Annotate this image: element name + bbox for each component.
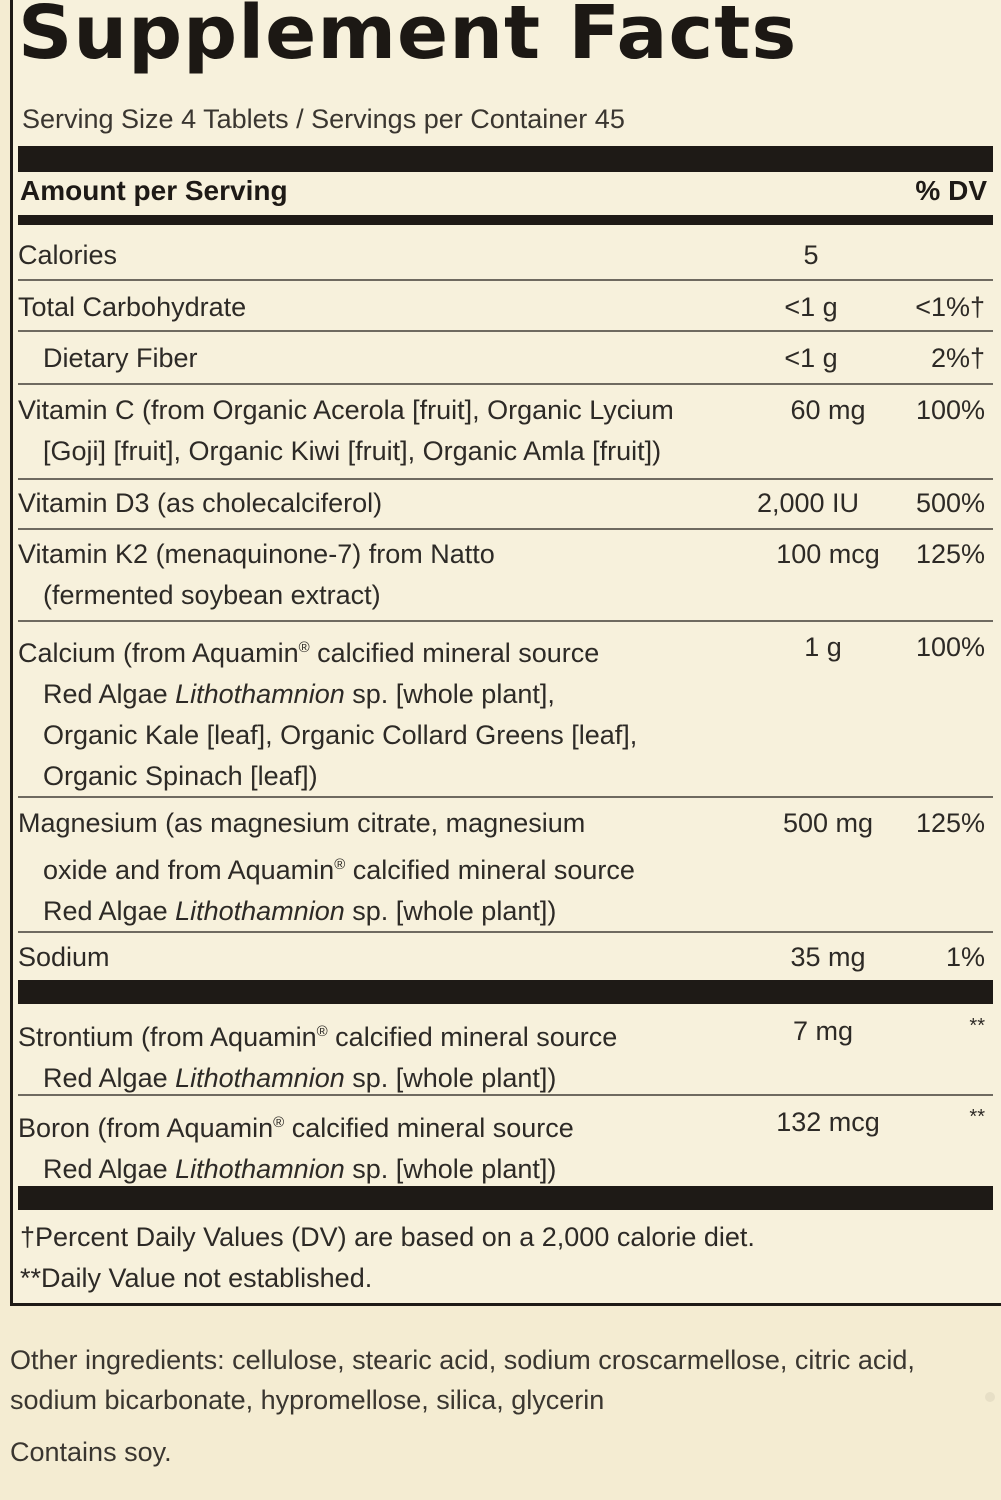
name-text: Calcium (from Aquamin <box>18 638 299 668</box>
divider-medium <box>18 215 993 225</box>
nutrient-name-line <box>18 674 637 715</box>
nutrient-name-line <box>18 1022 617 1052</box>
nutrient-amount: 100 mcg <box>776 539 880 569</box>
nutrient-name <box>18 627 637 797</box>
footnote-dv: †Percent Daily Values (DV) are based on a 2,000 calorie diet. <box>20 1222 755 1252</box>
species-name: Lithothamnion <box>175 1063 345 1093</box>
divider-thick <box>18 146 993 172</box>
name-text: Boron (from Aquamin <box>18 1113 274 1143</box>
serving-info: Serving Size 4 Tablets / Servings per Container 45 <box>22 104 625 134</box>
nutrient-name: Sodium <box>18 942 110 972</box>
nutrient-dv: 1% <box>945 942 985 972</box>
nutrient-dv: 100% <box>915 632 985 662</box>
nutrient-name-line <box>18 844 635 891</box>
nutrient-name-line: [Goji] [fruit], Organic Kiwi [fruit], Organic Amla [fruit]) <box>43 436 662 466</box>
name-text: Red Algae <box>43 1154 176 1184</box>
nutrient-name-line <box>18 1149 574 1190</box>
nutrient-row-sodium <box>18 933 993 980</box>
name-text: sp. [whole plant], <box>344 679 555 709</box>
nutrient-name: Calories <box>18 240 118 270</box>
panel-title: Supplement Facts <box>18 0 798 76</box>
registered-mark: ® <box>273 1114 285 1131</box>
name-text: calcified mineral source <box>345 855 635 885</box>
other-ingredients-line: Other ingredients: cellulose, stearic acid, sodium croscarmellose, citric acid, <box>10 1345 915 1375</box>
nutrient-name-line: Vitamin C (from Organic Acerola [fruit], Organic Lycium <box>18 395 674 425</box>
nutrient-name: Vitamin D3 (as cholecalciferol) <box>18 488 383 518</box>
nutrient-row-magnesium <box>18 798 993 933</box>
nutrient-amount: <1 g <box>784 343 838 373</box>
nutrient-name <box>18 1102 574 1190</box>
nutrient-name <box>18 803 635 932</box>
nutrient-row-total-carbohydrate <box>18 281 993 332</box>
nutrient-name-line: Vitamin K2 (menaquinone-7) from Natto <box>18 539 495 569</box>
nutrient-name <box>18 390 674 472</box>
nutrient-amount: 5 <box>803 240 819 270</box>
nutrient-name-line <box>18 891 635 932</box>
name-text: sp. [whole plant]) <box>344 896 557 926</box>
nutrient-name <box>18 534 495 616</box>
nutrient-row-strontium <box>18 1004 993 1096</box>
nutrient-row-vitamin-d3 <box>18 480 993 530</box>
nutrient-dv: <1%† <box>915 292 985 322</box>
dv-header: % DV <box>915 175 987 206</box>
nutrient-row-calcium <box>18 622 993 798</box>
allergen-statement: Contains soy. <box>10 1437 172 1467</box>
name-text: Red Algae <box>43 1063 176 1093</box>
nutrient-amount: 500 mg <box>782 808 874 838</box>
background-speck <box>985 1392 995 1402</box>
nutrient-amount: 7 mg <box>792 1016 854 1046</box>
nutrient-amount: 35 mg <box>790 942 866 972</box>
registered-mark: ® <box>298 639 310 656</box>
divider-thick <box>18 1186 993 1210</box>
nutrient-row-calories <box>18 231 993 281</box>
nutrient-name-line <box>18 1058 617 1099</box>
registered-mark: ® <box>334 856 346 873</box>
nutrient-row-vitamin-k2 <box>18 530 993 622</box>
nutrient-amount: 60 mg <box>790 395 866 425</box>
name-text: calcified mineral source <box>309 638 600 668</box>
nutrient-dv: 125% <box>915 539 985 569</box>
nutrient-amount: <1 g <box>784 292 838 322</box>
nutrient-dv: 100% <box>915 395 985 425</box>
species-name: Lithothamnion <box>175 896 345 926</box>
nutrient-row-vitamin-c <box>18 385 993 480</box>
species-name: Lithothamnion <box>175 1154 345 1184</box>
name-text: sp. [whole plant]) <box>344 1063 557 1093</box>
nutrient-dv: 125% <box>915 808 985 838</box>
footnote-not-established: **Daily Value not established. <box>20 1263 373 1293</box>
nutrient-dv: 2%† <box>930 343 985 373</box>
nutrient-name-line: Organic Kale [leaf], Organic Collard Greens [leaf], <box>43 720 638 750</box>
nutrient-name-line: Organic Spinach [leaf]) <box>43 761 318 791</box>
nutrient-dv: 500% <box>915 488 985 518</box>
nutrient-name-line <box>18 1113 574 1143</box>
name-text: Red Algae <box>43 896 176 926</box>
nutrient-name: Dietary Fiber <box>43 343 198 373</box>
divider-thick <box>18 980 993 1004</box>
species-name: Lithothamnion <box>175 679 345 709</box>
nutrient-amount: 1 g <box>804 632 842 662</box>
nutrient-name: Total Carbohydrate <box>18 292 247 322</box>
nutrient-row-boron <box>18 1096 993 1186</box>
nutrient-name-line <box>18 638 599 668</box>
nutrient-amount: 2,000 IU <box>756 488 860 518</box>
nutrient-name <box>18 1011 617 1099</box>
nutrient-dv: ** <box>969 1015 985 1037</box>
name-text: calcified mineral source <box>327 1022 618 1052</box>
name-text: oxide and from Aquamin <box>43 855 335 885</box>
registered-mark: ® <box>316 1023 328 1040</box>
name-text: sp. [whole plant]) <box>344 1154 557 1184</box>
nutrient-dv: ** <box>969 1106 985 1128</box>
nutrient-name-line: (fermented soybean extract) <box>43 580 381 610</box>
name-text: Red Algae <box>43 679 176 709</box>
nutrient-amount: 132 mcg <box>776 1107 880 1137</box>
name-text: calcified mineral source <box>284 1113 574 1143</box>
nutrient-name-line: Magnesium (as magnesium citrate, magnesium <box>18 808 586 838</box>
amount-per-serving-header: Amount per Serving <box>20 175 288 206</box>
nutrient-row-dietary-fiber <box>18 332 993 385</box>
other-ingredients-line: sodium bicarbonate, hypromellose, silica, glycerin <box>10 1385 605 1415</box>
name-text: Strontium (from Aquamin <box>18 1022 317 1052</box>
